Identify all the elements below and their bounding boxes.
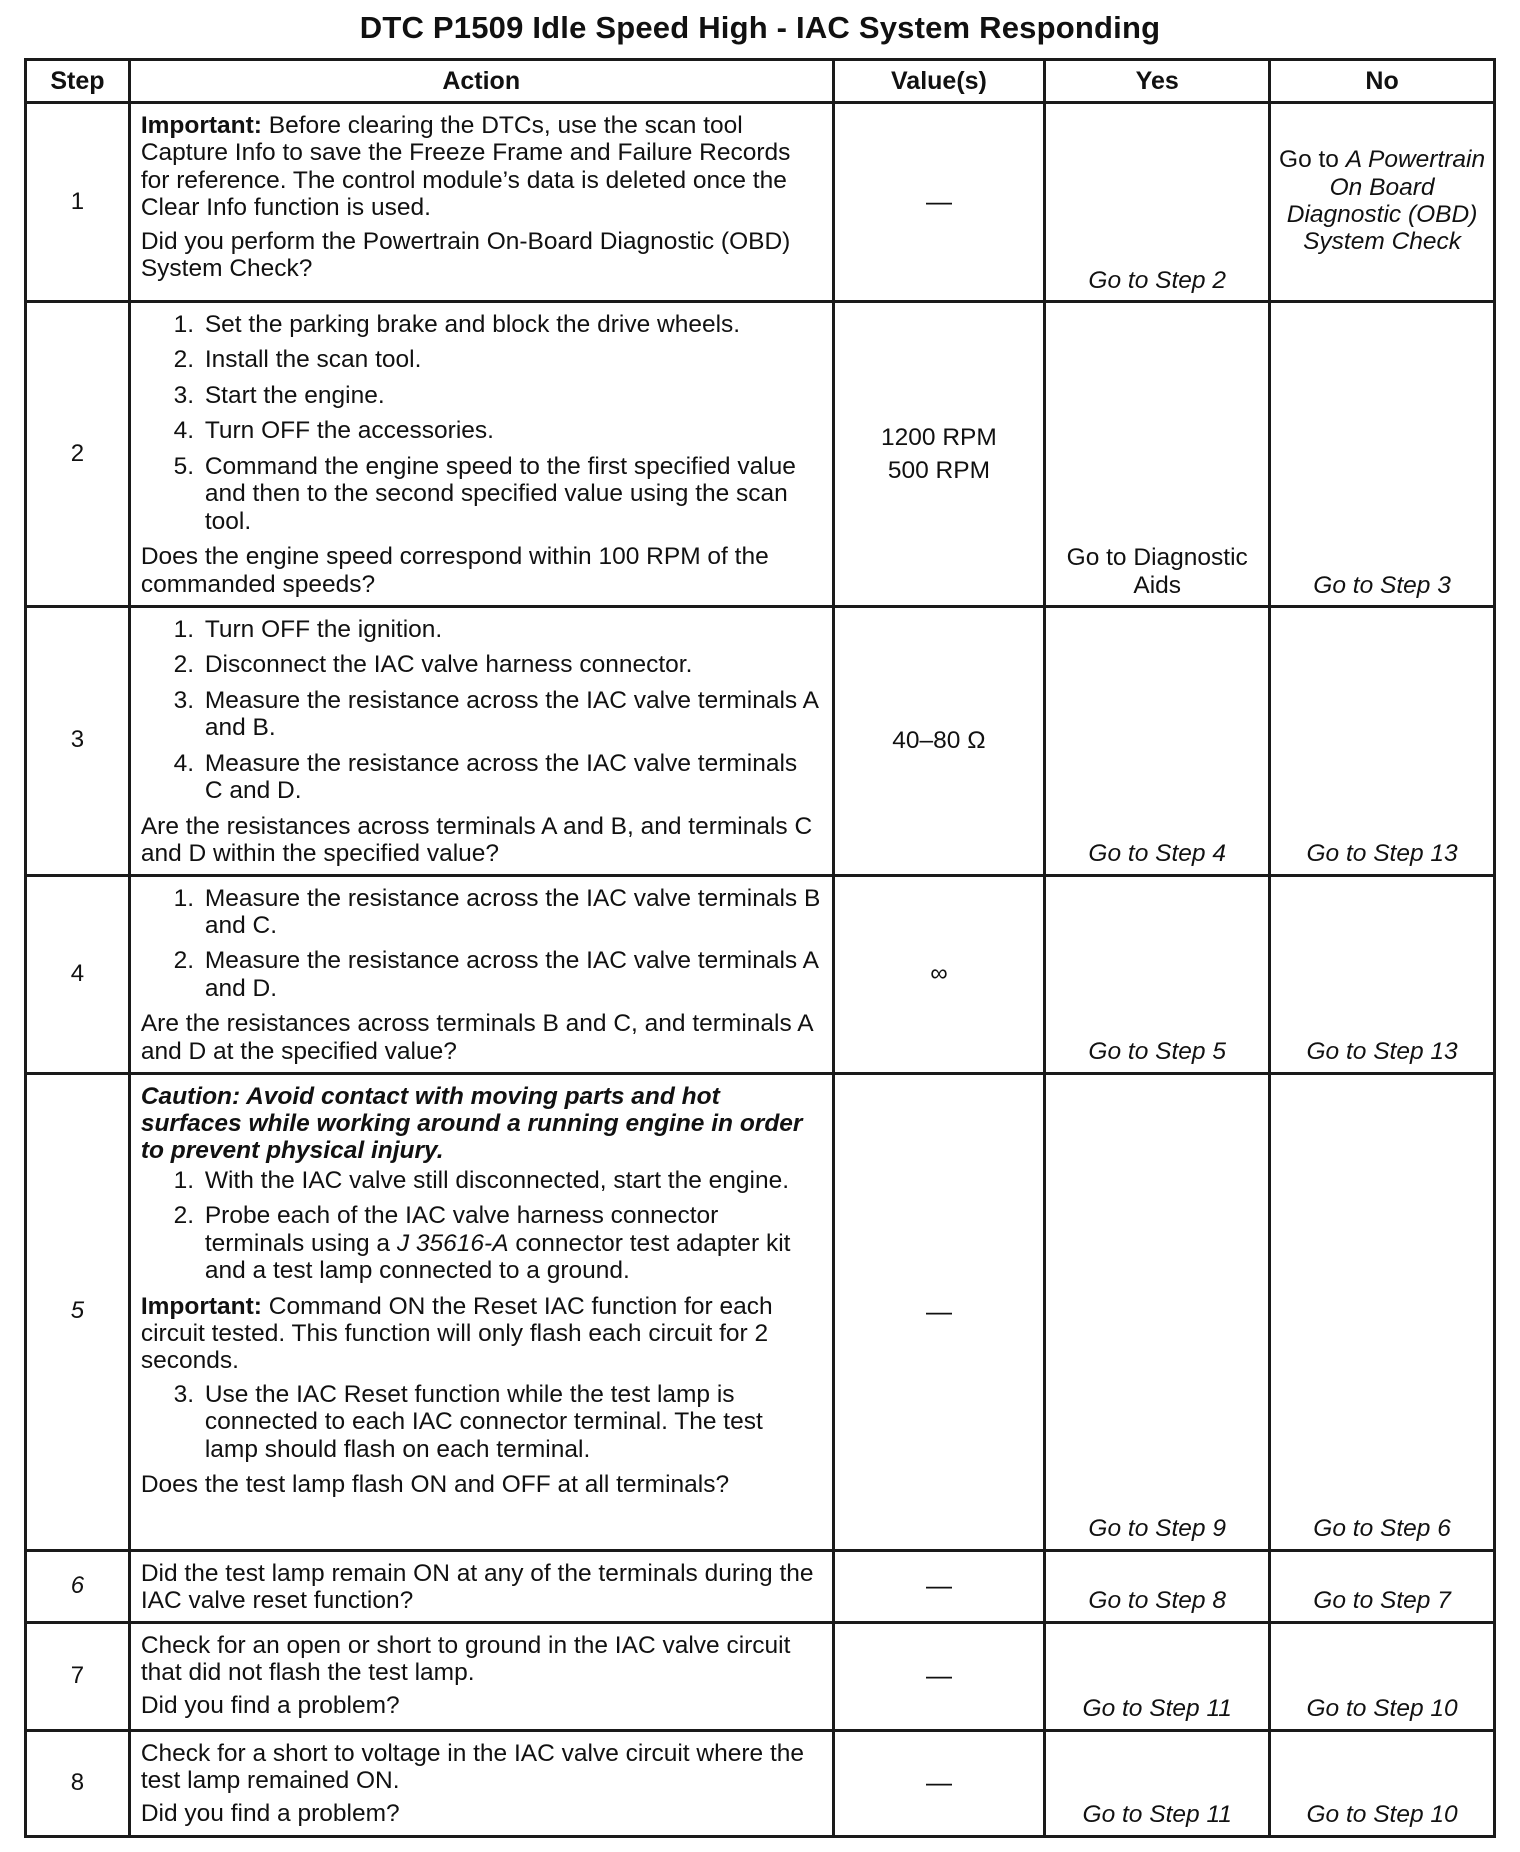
yes-link[interactable]: Go to Step 4 [1045, 607, 1270, 876]
table-row [26, 302, 1495, 607]
no-prefix: Go to [1279, 146, 1339, 174]
no-link[interactable]: Go to Step 3 [1270, 302, 1495, 607]
tool-reference: J 35616-A [396, 1229, 509, 1257]
value-cell [833, 302, 1045, 607]
no-cell[interactable] [1270, 103, 1495, 302]
step-number: 8 [26, 1730, 130, 1836]
list-item: 2. Measure the resistance across the IAC valve terminals A and D. [201, 947, 822, 1002]
header-action: Action [129, 60, 833, 103]
yes-link[interactable]: Go to Step 2 [1045, 103, 1270, 302]
yes-link[interactable]: Go to Step 8 [1045, 1550, 1270, 1622]
action-cell [129, 1073, 833, 1550]
list-item: 2. Disconnect the IAC valve harness connector. [201, 651, 822, 678]
list-item: 3. Use the IAC Reset function while the test lamp is connected to each IAC connector terminal. The test lamp should flash on each terminal. [201, 1381, 822, 1463]
procedure-list [141, 1167, 822, 1285]
value-text: — [925, 1570, 952, 1601]
value-cell [833, 1622, 1045, 1730]
value-text: — [925, 186, 952, 217]
yes-link[interactable]: Go to Diagnostic Aids [1045, 302, 1270, 607]
step-number: 7 [26, 1622, 130, 1730]
step-number: 6 [26, 1550, 130, 1622]
list-item: 1. Measure the resistance across the IAC valve terminals B and C. [201, 885, 822, 940]
value-cell [833, 1730, 1045, 1836]
instruction-text: Check for a short to voltage in the IAC valve circuit where the test lamp remained ON. [140, 1739, 805, 1794]
question-text: Does the test lamp flash ON and OFF at all terminals? [140, 1471, 730, 1499]
question-text: Are the resistances across terminals A and B, and terminals C and D within the specified value? [140, 812, 813, 868]
important-text: Command ON the Reset IAC function for each circuit tested. This function will only flash each circuit for 2 seconds. [140, 1292, 773, 1375]
yes-link[interactable]: Go to Step 11 [1045, 1730, 1270, 1836]
important-label: Important: [140, 1292, 262, 1320]
table-row [26, 103, 1495, 302]
list-item: 5. Command the engine speed to the first specified value and then to the second specified value using the scan tool. [201, 453, 822, 535]
value-text: — [925, 1295, 952, 1326]
list-item: 1. Turn OFF the ignition. [201, 616, 822, 643]
question-text: Did the test lamp remain ON at any of the terminals during the IAC valve reset function? [140, 1559, 814, 1614]
action-cell [129, 302, 833, 607]
step-number: 4 [26, 875, 130, 1073]
yes-link[interactable]: Go to Step 9 [1045, 1073, 1270, 1550]
value-cell [833, 1550, 1045, 1622]
value-cell: 40–80 Ω [833, 607, 1045, 876]
step-number: 5 [26, 1073, 130, 1550]
table-row [26, 1730, 1495, 1836]
list-item: 2. Install the scan tool. [201, 346, 822, 373]
no-link[interactable]: A Powertrain On Board Diagnostic (OBD) System Check [1286, 146, 1486, 256]
procedure-list [141, 616, 822, 805]
no-link[interactable]: Go to Step 13 [1270, 875, 1495, 1073]
list-item: 4. Measure the resistance across the IAC valve terminals C and D. [201, 750, 822, 805]
header-step: Step [26, 60, 130, 103]
action-cell [129, 103, 833, 302]
action-cell [129, 1550, 833, 1622]
important-note [141, 112, 822, 222]
important-note [141, 1293, 822, 1375]
value-text: — [925, 1767, 952, 1798]
list-item-text: connector test adapter kit and a test lamp connected to a ground. [204, 1229, 791, 1285]
list-item: 1. With the IAC valve still disconnected, start the engine. [201, 1167, 822, 1194]
no-link[interactable]: Go to Step 13 [1270, 607, 1495, 876]
list-item [201, 1202, 822, 1284]
action-cell [129, 607, 833, 876]
procedure-list [141, 311, 822, 535]
value-text: 500 RPM [887, 457, 990, 484]
important-text: Before clearing the DTCs, use the scan tool Capture Info to save the Freeze Frame and Failure Records for reference. The control module’s data is deleted once the Clear Info function is used. [140, 112, 791, 222]
question-text: Did you find a problem? [140, 1800, 400, 1828]
caution-note: Caution: Avoid contact with moving parts and hot surfaces while working around a running engine in order to prevent physical injury. [140, 1082, 803, 1165]
no-link[interactable]: Go to Step 7 [1270, 1550, 1495, 1622]
question-text: Does the engine speed correspond within 100 RPM of the commanded speeds? [140, 543, 769, 598]
list-item-text: Probe each of the IAC valve harness connector terminals using a [204, 1202, 719, 1257]
value-cell [833, 1073, 1045, 1550]
step-number: 1 [26, 103, 130, 302]
diagnostic-table [24, 58, 1496, 1838]
table-row [26, 1073, 1495, 1550]
instruction-text: Check for an open or short to ground in the IAC valve circuit that did not flash the test lamp. [140, 1631, 791, 1686]
action-cell [129, 1622, 833, 1730]
value-cell: ∞ [833, 875, 1045, 1073]
step-number: 3 [26, 607, 130, 876]
step-number: 2 [26, 302, 130, 607]
no-link[interactable]: Go to Step 10 [1270, 1730, 1495, 1836]
no-link[interactable]: Go to Step 6 [1270, 1073, 1495, 1550]
header-no: No [1270, 60, 1495, 103]
list-item: 3. Measure the resistance across the IAC valve terminals A and B. [201, 687, 822, 742]
no-link[interactable]: Go to Step 10 [1270, 1622, 1495, 1730]
header-yes: Yes [1045, 60, 1270, 103]
list-item: 3. Start the engine. [201, 382, 822, 409]
procedure-list [141, 1381, 822, 1463]
value-text: 1200 RPM [881, 423, 997, 451]
value-cell [833, 103, 1045, 302]
value-text: — [925, 1660, 952, 1691]
action-cell [129, 875, 833, 1073]
header-row [26, 60, 1495, 103]
question-text: Are the resistances across terminals B and C, and terminals A and D at the specified value? [140, 1010, 813, 1065]
procedure-list [141, 885, 822, 1003]
document-page [24, 8, 1496, 1838]
list-item: 1. Set the parking brake and block the drive wheels. [201, 311, 822, 338]
question-text: Did you perform the Powertrain On-Board Diagnostic (OBD) System Check? [140, 227, 791, 283]
table-row [26, 1622, 1495, 1730]
action-cell [129, 1730, 833, 1836]
header-values: Value(s) [833, 60, 1045, 103]
question-text: Did you find a problem? [140, 1692, 400, 1720]
yes-link[interactable]: Go to Step 11 [1045, 1622, 1270, 1730]
list-item: 4. Turn OFF the accessories. [201, 417, 822, 444]
table-row [26, 1550, 1495, 1622]
table-row [26, 875, 1495, 1073]
yes-link[interactable]: Go to Step 5 [1045, 875, 1270, 1073]
page-title: DTC P1509 Idle Speed High - IAC System Responding [359, 10, 1161, 45]
important-label: Important: [140, 112, 262, 139]
table-row [26, 607, 1495, 876]
